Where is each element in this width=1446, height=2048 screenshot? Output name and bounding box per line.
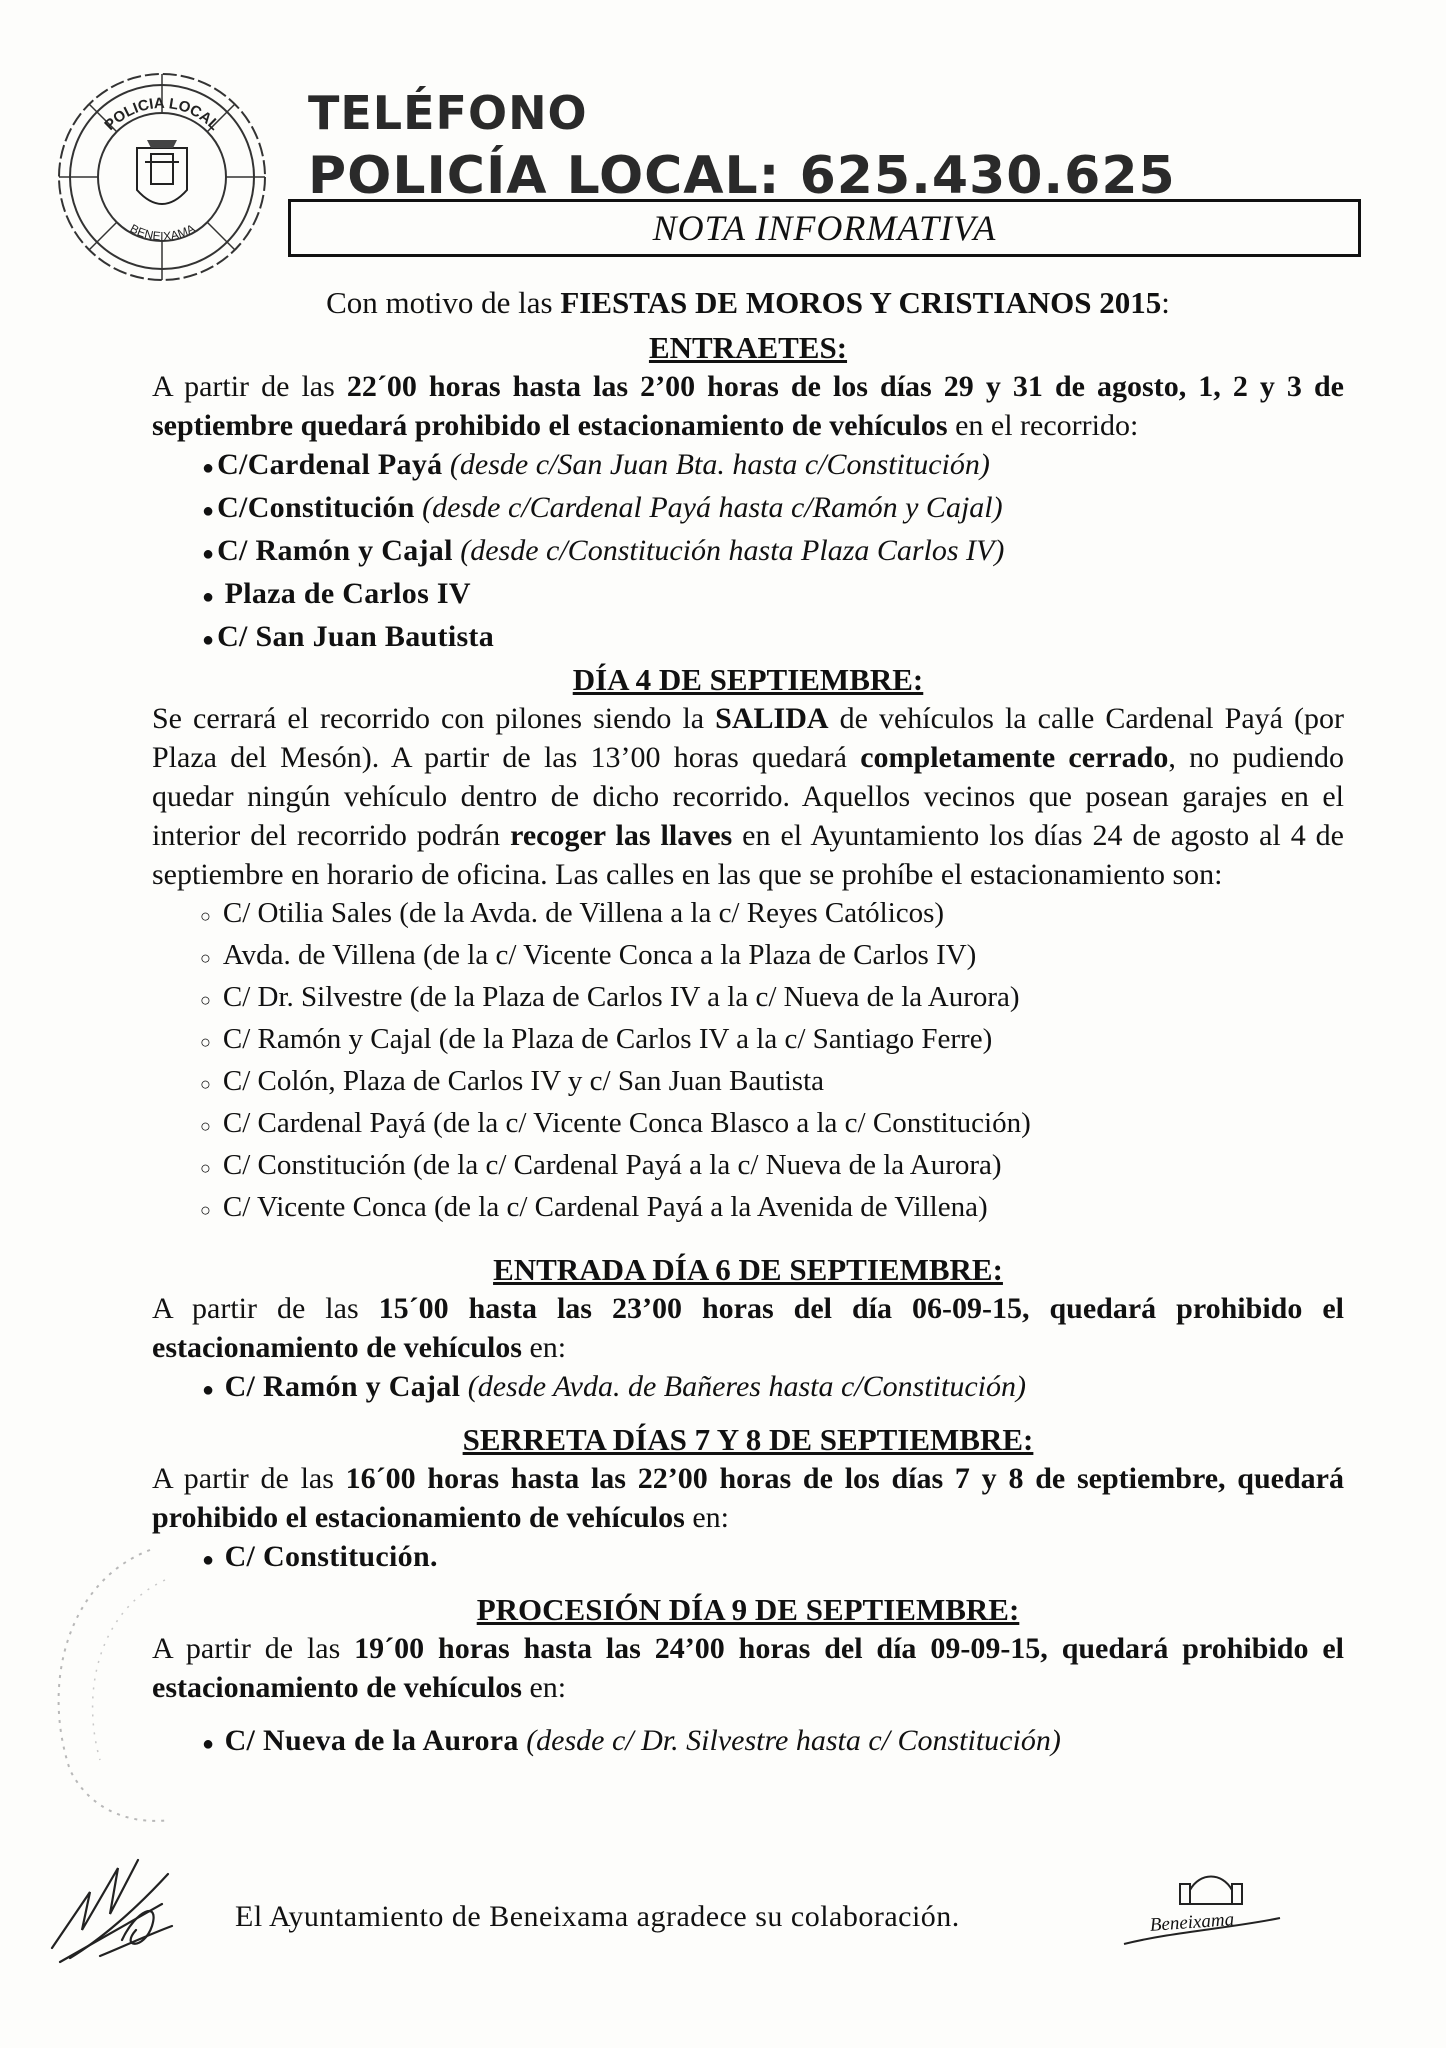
nota-informativa-box: NOTA INFORMATIVA (288, 199, 1361, 257)
list-item: ○ C/ Otilia Sales (de la Avda. de Villena a la c/ Reyes Católicos) (200, 897, 945, 929)
bullet-icon: ○ (200, 1116, 211, 1136)
entrada-heading: ENTRADA DÍA 6 DE SEPTIEMBRE: (493, 1252, 1003, 1287)
bullet-icon: ● (202, 1733, 215, 1755)
list-item: ● C/Cardenal Payá (desde c/San Juan Bta. hasta c/Constitución) (202, 448, 990, 481)
list-item: ○ Avda. de Villena (de la c/ Vicente Conca a la Plaza de Carlos IV) (200, 939, 977, 971)
entraetes-heading: ENTRAETES: (648, 330, 848, 365)
bullet-icon: ● (202, 586, 215, 608)
list-item: ○ C/ Cardenal Payá (de la c/ Vicente Conca Blasco a la c/ Constitución) (200, 1107, 1031, 1139)
list-item: ● C/ Constitución. (202, 1540, 438, 1573)
bullet-icon: ● (202, 543, 215, 565)
entrada-street-list (152, 1367, 1344, 1410)
entraetes-paragraph: A partir de las 22´00 horas hasta las 2’00 horas de los días 29 y 31 de agosto, 1, 2 y 3 de septiembre quedará prohibido el estacionamiento de vehículos en el recorrido: (152, 370, 1344, 442)
policia-phone-heading: POLICÍA LOCAL: 625.430.625 (308, 146, 1176, 206)
bullet-icon: ○ (200, 1074, 211, 1094)
serreta-heading: SERRETA DÍAS 7 Y 8 DE SEPTIEMBRE: (462, 1422, 1034, 1457)
list-item: ● C/Constitución (desde c/Cardenal Payá hasta c/Ramón y Cajal) (202, 491, 1003, 524)
bullet-icon: ● (202, 629, 215, 651)
dia4-heading: DÍA 4 DE SEPTIEMBRE: (572, 662, 924, 697)
bullet-icon: ● (202, 500, 215, 522)
telefono-heading: TELÉFONO (308, 86, 588, 140)
procesion-heading: PROCESIÓN DÍA 9 DE SEPTIEMBRE: (476, 1592, 1020, 1627)
beneixama-logo-text: Beneixama (1149, 1909, 1235, 1936)
dia4-street-list (152, 894, 1344, 1230)
list-item: ○ C/ Colón, Plaza de Carlos IV y c/ San Juan Bautista (200, 1065, 825, 1097)
signature-scribble (40, 1830, 180, 1970)
serreta-street-list (152, 1537, 1344, 1580)
bullet-icon: ○ (200, 948, 211, 968)
bullet-icon: ● (202, 1379, 215, 1401)
serreta-paragraph: A partir de las 16´00 horas hasta las 22’00 horas de los días 7 y 8 de septiembre, quedará prohibido el estacionamiento de vehículos en: (152, 1462, 1344, 1534)
list-item: ● C/ Ramón y Cajal (desde c/Constitución hasta Plaza Carlos IV) (202, 534, 1005, 567)
footer-thanks: El Ayuntamiento de Beneixama agradece su colaboración. (235, 1900, 960, 1933)
svg-text:POLICIA LOCAL: POLICIA LOCAL (101, 94, 223, 134)
bullet-icon: ○ (200, 1032, 211, 1052)
procesion-paragraph: A partir de las 19´00 horas hasta las 24’00 horas del día 09-09-15, quedará prohibido el estacionamiento de vehículos en: (152, 1632, 1344, 1704)
bullet-icon: ○ (200, 1200, 211, 1220)
dia4-paragraph: Se cerrará el recorrido con pilones siendo la SALIDA de vehículos la calle Cardenal Payá (por Plaza del Mesón). A partir de las 13’00 horas quedará completamente cerrado, no pudiendo quedar ningún vehículo dentro de dicho recorrido. Aquellos vecinos que posean garajes en el interior del recorrido podrán recoger las llaves en el Ayuntamiento los días 24 de agosto al 4 de septiembre en horario de oficina. Las calles en las que se prohíbe el estacionamiento son: (152, 702, 1345, 891)
list-item: ● Plaza de Carlos IV (202, 577, 471, 610)
policia-local-seal (55, 70, 270, 285)
bullet-icon: ○ (200, 906, 211, 926)
bullet-icon: ○ (200, 990, 211, 1010)
entrada-paragraph: A partir de las 15´00 hasta las 23’00 horas del día 06-09-15, quedará prohibido el estacionamiento de vehículos en: (152, 1292, 1344, 1364)
list-item: ● C/ Ramón y Cajal (desde Avda. de Bañeres hasta c/Constitución) (202, 1370, 1026, 1403)
svg-text:BENEIXAMA: BENEIXAMA (127, 221, 198, 244)
list-item: ○ C/ Vicente Conca (de la c/ Cardenal Payá a la Avenida de Villena) (200, 1191, 988, 1223)
intro-line: Con motivo de las FIESTAS DE MOROS Y CRISTIANOS 2015: (326, 285, 1170, 320)
bullet-icon: ● (202, 457, 215, 479)
list-item: ○ C/ Ramón y Cajal (de la Plaza de Carlos IV a la c/ Santiago Ferre) (200, 1023, 993, 1055)
bullet-icon: ○ (200, 1158, 211, 1178)
list-item: ○ C/ Constitución (de la c/ Cardenal Payá a la c/ Nueva de la Aurora) (200, 1149, 1002, 1181)
bullet-icon: ● (202, 1549, 215, 1571)
list-item: ● C/ Nueva de la Aurora (desde c/ Dr. Silvestre hasta c/ Constitución) (202, 1724, 1061, 1757)
notice-body (152, 283, 1344, 1764)
list-item: ○ C/ Dr. Silvestre (de la Plaza de Carlos IV a la c/ Nueva de la Aurora) (200, 981, 1020, 1013)
faint-stamp-mark (30, 1540, 190, 1830)
list-item: ● C/ San Juan Bautista (202, 620, 495, 653)
procesion-street-list (152, 1721, 1344, 1764)
entraetes-street-list (152, 445, 1344, 660)
